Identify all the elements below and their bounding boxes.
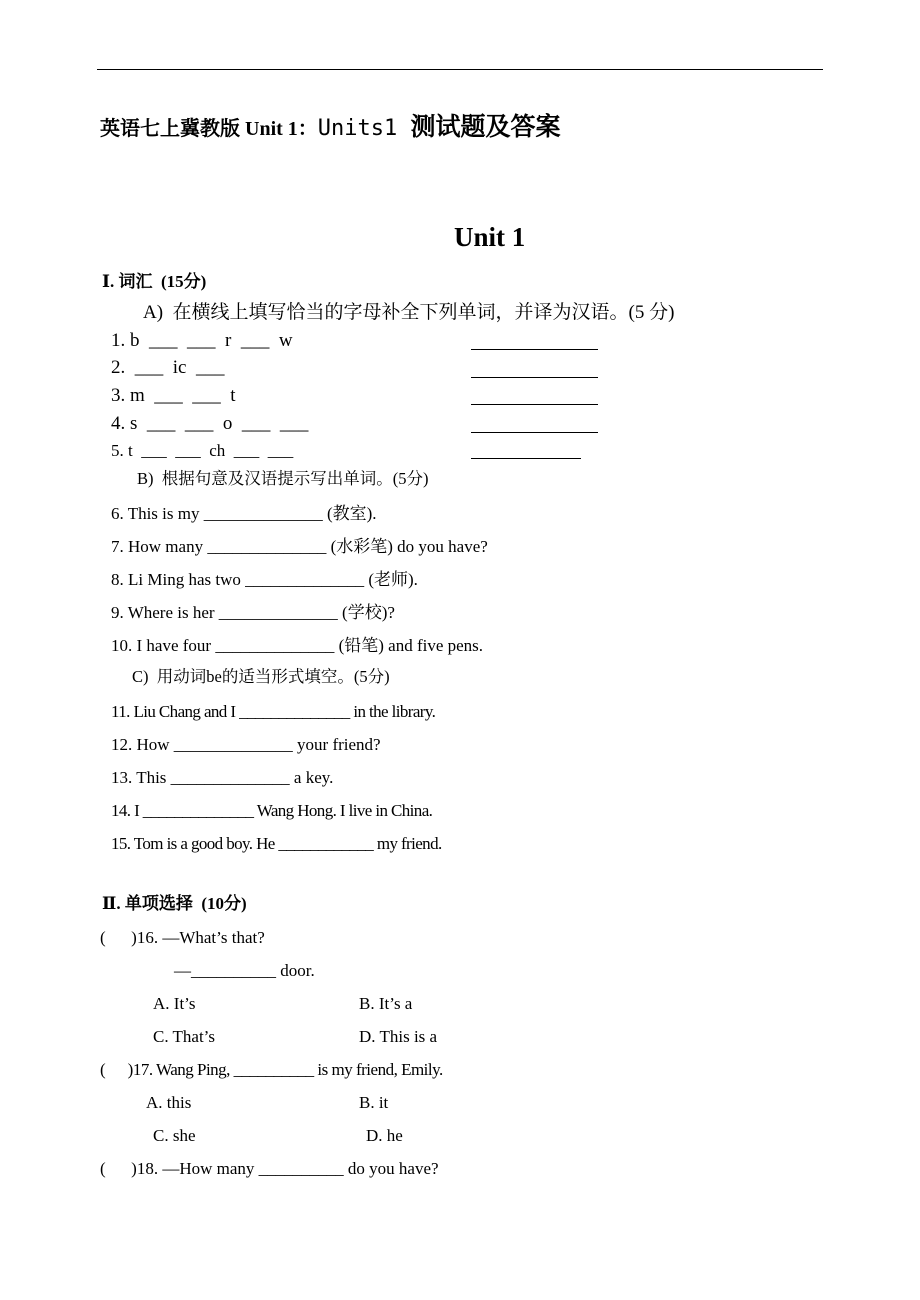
title-prefix: 英语七上冀教版 Unit 1： bbox=[100, 118, 318, 140]
part-a-item-1: 1. b ___ ___ r ___ w bbox=[111, 330, 293, 351]
part-b-item-10: 10. I have four ______________ (铅笔) and five pens. bbox=[111, 636, 484, 655]
question-16-reply: —__________ door. bbox=[174, 961, 315, 980]
question-17-option-a[interactable]: A. this bbox=[146, 1093, 192, 1112]
answer-line-3[interactable] bbox=[471, 404, 598, 405]
part-a-item-3: 3. m ___ ___ t bbox=[111, 385, 236, 406]
part-b-item-7: 7. How many ______________ (水彩笔) do you have? bbox=[111, 537, 488, 556]
question-17-stem: ( )17. Wang Ping, __________ is my friend, Emily. bbox=[100, 1060, 443, 1079]
section-2-heading: Ⅱ. 单项选择 (10分) bbox=[102, 894, 247, 913]
document-title bbox=[100, 115, 561, 140]
answer-line-5[interactable] bbox=[471, 458, 581, 459]
answer-line-4[interactable] bbox=[471, 432, 598, 433]
question-17-option-d[interactable]: D. he bbox=[366, 1126, 403, 1145]
section-1-heading: Ⅰ. 词汇 (15分) bbox=[102, 272, 207, 291]
unit-heading: Unit 1 bbox=[454, 222, 526, 252]
question-17-option-c[interactable]: C. she bbox=[153, 1126, 196, 1145]
title-units-code: Units1 bbox=[317, 116, 411, 141]
part-b-item-8: 8. Li Ming has two ______________ (老师). bbox=[111, 570, 418, 589]
part-a-item-2: 2. ___ ic ___ bbox=[111, 357, 225, 378]
part-b-instruction: B) 根据句意及汉语提示写出单词。(5分) bbox=[137, 469, 429, 488]
question-16-option-c[interactable]: C. That’s bbox=[153, 1027, 216, 1046]
part-a-item-4: 4. s ___ ___ o ___ ___ bbox=[111, 413, 309, 434]
question-16-stem: ( )16. —What’s that? bbox=[100, 928, 265, 947]
title-main: 测试题及答案 bbox=[410, 114, 561, 141]
part-c-item-13: 13. This ______________ a key. bbox=[111, 768, 334, 787]
answer-line-1[interactable] bbox=[471, 349, 598, 350]
question-18-stem: ( )18. —How many __________ do you have? bbox=[100, 1159, 439, 1178]
part-c-item-15: 15. Tom is a good boy. He ____________ my friend. bbox=[111, 834, 442, 853]
part-c-item-14: 14. I ______________ Wang Hong. I live in China. bbox=[111, 801, 433, 820]
question-16-option-b[interactable]: B. It’s a bbox=[359, 994, 413, 1013]
question-17-option-b[interactable]: B. it bbox=[359, 1093, 389, 1112]
answer-line-2[interactable] bbox=[471, 377, 598, 378]
part-b-item-9: 9. Where is her ______________ (学校)? bbox=[111, 603, 395, 622]
part-c-instruction: C) 用动词be的适当形式填空。(5分) bbox=[132, 667, 390, 686]
part-c-item-12: 12. How ______________ your friend? bbox=[111, 735, 381, 754]
part-b-item-6: 6. This is my ______________ (教室). bbox=[111, 504, 377, 523]
part-a-item-5: 5. t ___ ___ ch ___ ___ bbox=[111, 441, 294, 460]
part-c-item-11: 11. Liu Chang and I ______________ in the library. bbox=[111, 702, 436, 721]
question-16-option-a[interactable]: A. It’s bbox=[153, 994, 196, 1013]
part-a-instruction: A) 在横线上填写恰当的字母补全下列单词，并译为汉语。(5 分) bbox=[143, 302, 675, 323]
question-16-option-d[interactable]: D. This is a bbox=[359, 1027, 438, 1046]
header-rule bbox=[97, 69, 823, 70]
